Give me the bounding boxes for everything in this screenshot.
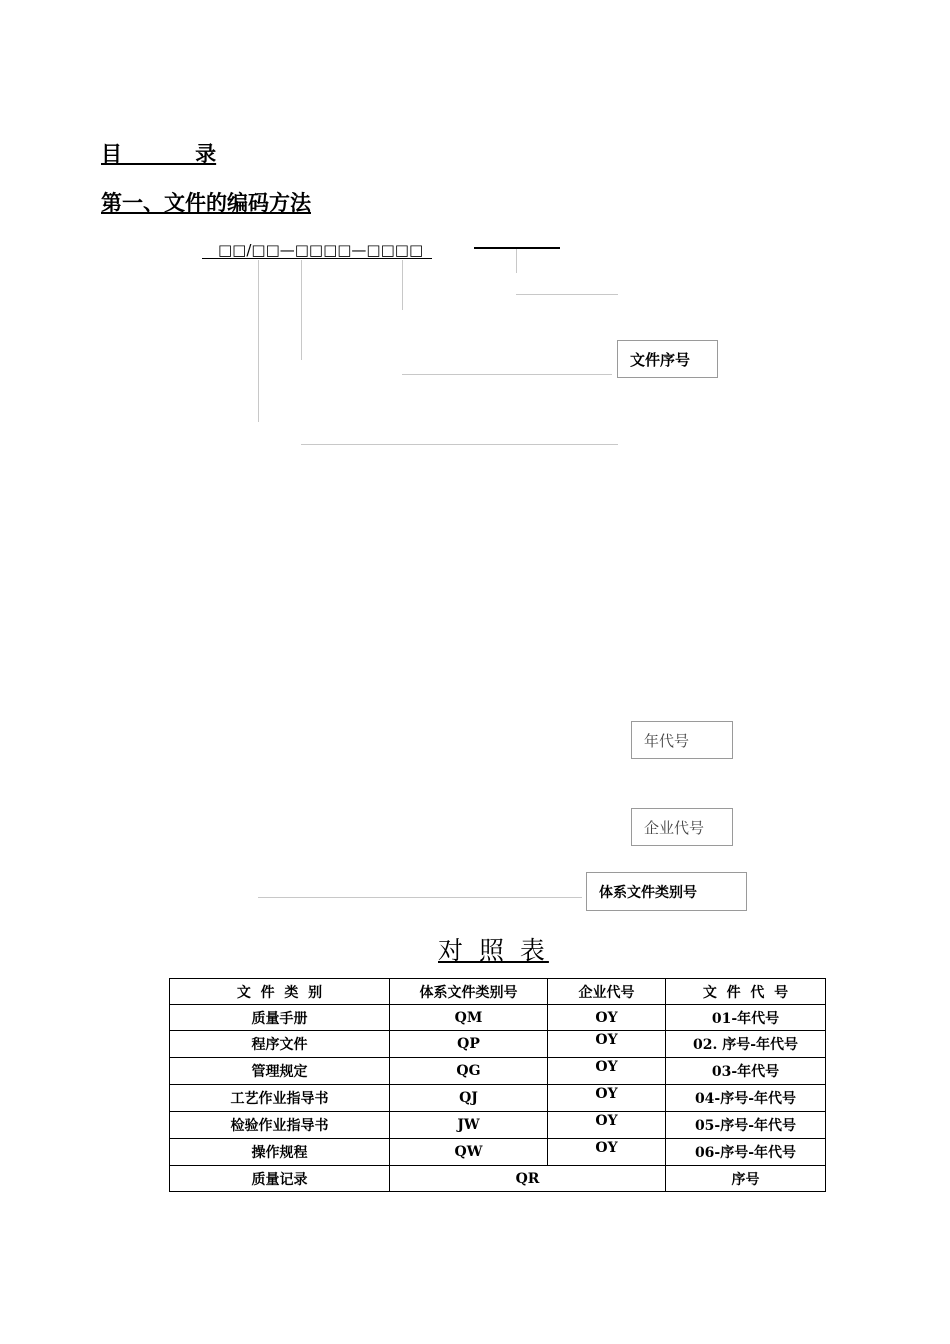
doc-code-cell: 03-年代号	[666, 1058, 826, 1085]
reference-table	[169, 978, 826, 1192]
column-header: 企业代号	[548, 979, 666, 1005]
table-header-row	[170, 979, 826, 1005]
connector-line	[516, 249, 517, 273]
company-code-cell: OY	[548, 1139, 666, 1166]
connector-line	[516, 294, 618, 295]
company-code-label: 企业代号	[631, 808, 733, 846]
connector-line	[402, 374, 612, 375]
connector-line	[258, 260, 259, 422]
table-title: 对 照 表	[438, 936, 549, 965]
connector-line	[301, 444, 618, 445]
doc-code-cell: 06-序号-年代号	[666, 1139, 826, 1166]
code-pattern: □□/□□—□□□□—□□□□	[218, 241, 424, 259]
company-code-cell: OY	[548, 1005, 666, 1031]
year-code-label: 年代号	[631, 721, 733, 759]
connector-line	[402, 260, 403, 310]
table-row	[170, 1112, 826, 1139]
system-category-label: 体系文件类别号	[586, 872, 747, 911]
system-code-cell: QM	[390, 1005, 548, 1031]
company-code-cell: OY	[548, 1058, 666, 1085]
table-row	[170, 1085, 826, 1112]
section-heading: 第一、文件的编码方法	[101, 191, 311, 215]
table-row	[170, 1166, 826, 1192]
connector-line	[301, 260, 302, 360]
merged-code-cell: QR	[390, 1166, 666, 1192]
doc-code-cell: 序号	[666, 1166, 826, 1192]
system-code-cell: JW	[390, 1112, 548, 1139]
category-cell: 质量手册	[170, 1005, 390, 1031]
table-row	[170, 1031, 826, 1058]
column-header: 文 件 类 别	[170, 979, 390, 1005]
column-header: 体系文件类别号	[390, 979, 548, 1005]
company-code-cell: OY	[548, 1085, 666, 1112]
serial-number-label: 文件序号	[617, 340, 718, 378]
table-row	[170, 1005, 826, 1031]
table-row	[170, 1139, 826, 1166]
category-cell: 程序文件	[170, 1031, 390, 1058]
system-code-cell: QW	[390, 1139, 548, 1166]
doc-code-cell: 01-年代号	[666, 1005, 826, 1031]
category-cell: 检验作业指导书	[170, 1112, 390, 1139]
doc-code-cell: 05-序号-年代号	[666, 1112, 826, 1139]
category-cell: 操作规程	[170, 1139, 390, 1166]
column-header: 文 件 代 号	[666, 979, 826, 1005]
toc-title: 目 录	[101, 142, 217, 166]
connector-line	[258, 897, 582, 898]
category-cell: 工艺作业指导书	[170, 1085, 390, 1112]
code-pattern-underline	[202, 258, 432, 259]
company-code-cell: OY	[548, 1112, 666, 1139]
category-cell: 质量记录	[170, 1166, 390, 1192]
doc-code-cell: 04-序号-年代号	[666, 1085, 826, 1112]
system-code-cell: QJ	[390, 1085, 548, 1112]
category-cell: 管理规定	[170, 1058, 390, 1085]
table-row	[170, 1058, 826, 1085]
short-bar	[474, 247, 560, 249]
system-code-cell: QG	[390, 1058, 548, 1085]
system-code-cell: QP	[390, 1031, 548, 1058]
company-code-cell: OY	[548, 1031, 666, 1058]
doc-code-cell: 02. 序号-年代号	[666, 1031, 826, 1058]
